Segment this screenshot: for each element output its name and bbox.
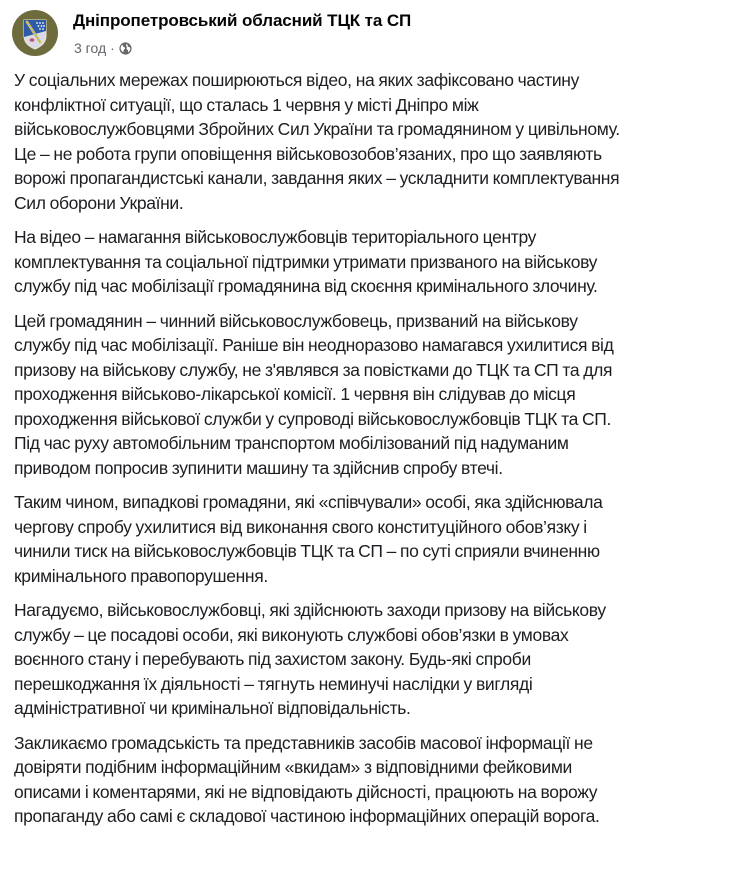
text-line: перешкоджання їх діяльності – тягнуть неминучі наслідки у вигляді — [14, 673, 533, 694]
post-text — [14, 68, 729, 839]
coat-of-arms-shield-icon — [12, 10, 58, 56]
post-header — [0, 0, 740, 68]
text-line: адміністративної чи кримінальної відповідальність. — [14, 698, 411, 718]
text-line: Це – не робота групи оповіщення військовозобов’язаних, про що заявляють — [14, 143, 602, 164]
text-line: службу під час мобілізації. Раніше він неодноразово намагався ухилитися від — [14, 335, 614, 355]
text-line: Під час руху автомобільним транспортом мобілізований під надуманим — [14, 433, 569, 453]
text-line: кримінального правопорушення. — [14, 565, 268, 586]
text-line: службу під час мобілізації громадянина від скоєння кримінального злочину. — [14, 276, 598, 296]
paragraph-1 — [14, 68, 729, 215]
text-line: пропаганду або самі є складової частиною інформаційних операцій ворога. — [14, 806, 600, 826]
text-line: службу – це посадові особи, які виконують службові обов’язки в умовах — [14, 624, 569, 645]
page-name-link[interactable]: Дніпропетровський обласний ТЦК та СП — [73, 11, 412, 30]
text-line: У соціальних мережах поширюються відео, на яких зафіксовано частину — [14, 70, 579, 90]
text-line: чергову спробу ухилитися від виконання свого конституційного обов’язку і — [14, 516, 587, 537]
paragraph-2 — [14, 225, 729, 299]
text-line: Закликаємо громадськість та представників засобів масової інформації не — [14, 732, 593, 753]
text-line: Сил оборони України. — [14, 192, 184, 213]
text-line: проходження військової служби у супроводі військовослужбовців ТЦК та СП. — [14, 408, 612, 429]
text-line: ворожі пропагандистські канали, завдання яких – ускладнити комплектування — [14, 168, 620, 188]
text-line: Цей громадянин – чинний військовослужбовець, призваний на військову — [14, 310, 578, 331]
globe-icon[interactable] — [119, 42, 132, 55]
paragraph-4 — [14, 490, 729, 588]
post-timestamp[interactable]: 3 год — [74, 40, 107, 56]
text-line: призову на військову службу, не з'являвся за повістками до ТЦК та СП та для — [14, 359, 613, 380]
meta-separator: · — [110, 40, 115, 56]
text-line: конфліктної ситуації, що сталась 1 червня у місті Дніпро між — [14, 94, 479, 115]
text-line: Таким чином, випадкові громадяни, які «співчували» особі, яка здійснювала — [14, 492, 603, 512]
text-line: проходження військово-лікарської комісії. 1 червня він слідував до місця — [14, 384, 576, 404]
post-meta — [74, 40, 132, 56]
text-line: воєнного стану і перебувають під захистом закону. Будь-які спроби — [14, 649, 531, 669]
text-line: описами і коментарями, які не відповідають дійсності, працюють на ворожу — [14, 781, 598, 802]
text-line: На відео – намагання військовослужбовців територіального центру — [14, 227, 537, 247]
text-line: чинили тиск на військовослужбовців ТЦК та СП – по суті сприяли вчиненню — [14, 541, 600, 561]
paragraph-5 — [14, 598, 729, 721]
text-line: приводом попросив зупинити машину та здійснив спробу втечі. — [14, 457, 503, 478]
text-line: Нагадуємо, військовослужбовці, які здійснюють заходи призову на військову — [14, 600, 606, 620]
text-line: військовослужбовцями Збройних Сил України та громадянином у цивільному. — [14, 119, 620, 139]
paragraph-6 — [14, 731, 729, 829]
page-avatar[interactable] — [12, 10, 58, 56]
text-line: комплектування та соціальної підтримки утримати призваного на військову — [14, 251, 598, 272]
text-line: довіряти подібним інформаційним «вкидам» з відповідними фейковими — [14, 757, 572, 777]
paragraph-3 — [14, 309, 729, 481]
